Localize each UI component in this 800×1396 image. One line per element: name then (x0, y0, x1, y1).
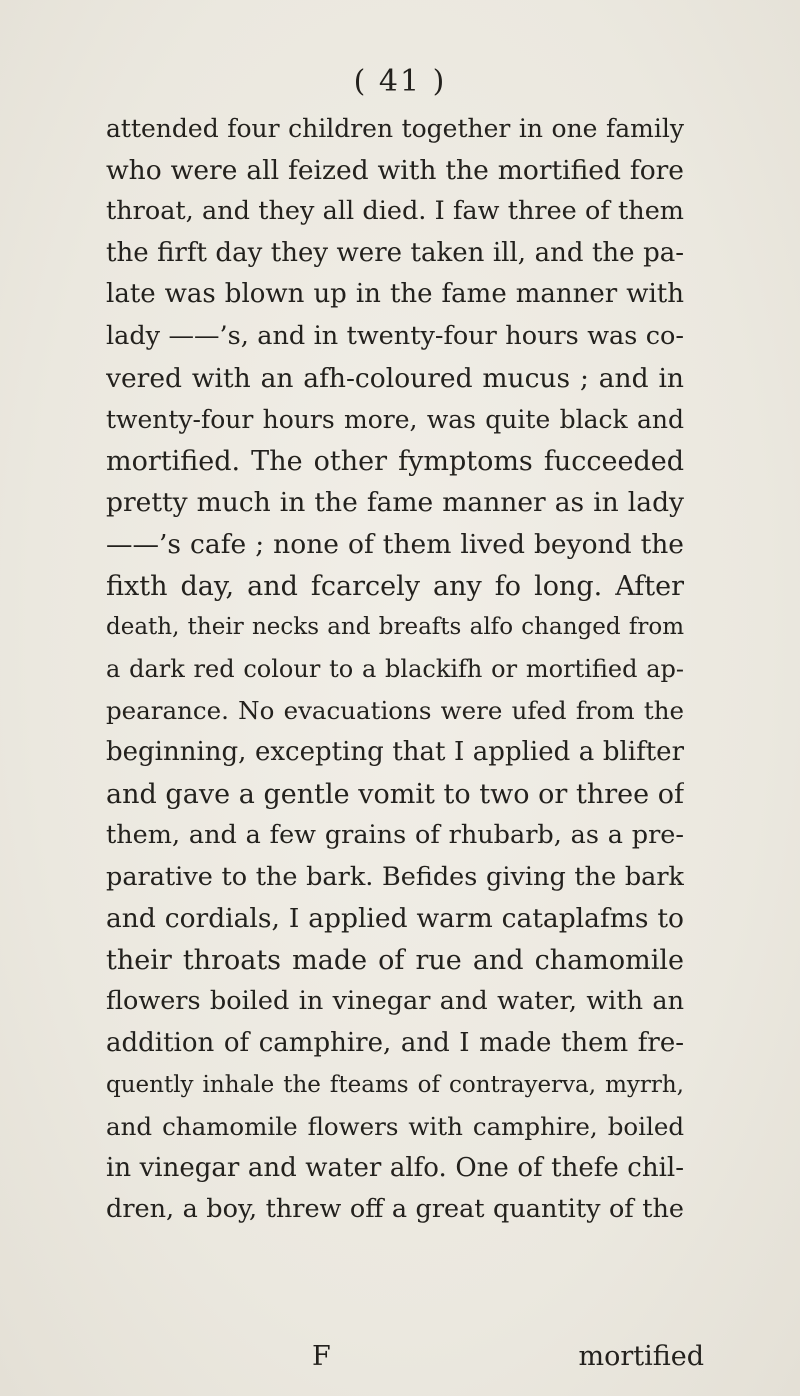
text-line: vered with an afh-coloured mucus ; and in (106, 362, 684, 394)
page-footer (0, 1336, 800, 1378)
text-line: them, and a few grains of rhubarb, as a pre- (106, 820, 684, 851)
text-line: a dark red colour to a blackifh or mortified ap- (106, 654, 684, 683)
text-line: pearance. No evacuations were ufed from the (106, 696, 684, 726)
text-line: beginning, excepting that I applied a blifter (106, 736, 684, 767)
text-line: who were all feized with the mortified fore (106, 154, 684, 186)
text-line: late was blown up in the fame manner with (106, 279, 684, 310)
text-line: attended four children together in one family (106, 114, 684, 143)
text-line: death, their necks and breafts alfo changed from (106, 614, 684, 641)
text-line: and chamomile flowers with camphire, boiled (106, 1112, 684, 1142)
catchword: mortified (578, 1341, 704, 1372)
text-line: and gave a gentle vomit to two or three of (106, 778, 684, 810)
text-line: parative to the bark. Befides giving the bark (106, 861, 684, 892)
text-line: mortified. The other fymptoms fucceeded (106, 445, 684, 477)
text-line: their throats made of rue and chamomile (106, 944, 684, 976)
text-line: throat, and they all died. I faw three of them (106, 196, 684, 227)
page-number: ( 41 ) (353, 64, 447, 99)
body-text (106, 108, 684, 1231)
text-line: quently inhale the fteams of contrayerva, myrrh, (106, 1071, 684, 1098)
text-line: fixth day, and fcarcely any fo long. After (106, 570, 684, 602)
text-line: and cordials, I applied warm cataplafms to (106, 903, 684, 935)
text-line: lady ——’s, and in twenty-four hours was co- (106, 320, 684, 351)
text-line: dren, a boy, threw off a great quantity of the (106, 1194, 684, 1225)
text-line: twenty-four hours more, was quite black and (106, 405, 684, 435)
text-line: in vinegar and water alfo. One of thefe chil- (106, 1152, 684, 1183)
text-line: the firft day they were taken ill, and the pa- (106, 237, 684, 268)
text-line: ——’s cafe ; none of them lived beyond the (106, 528, 684, 560)
text-line: flowers boiled in vinegar and water, with an (106, 986, 684, 1017)
text-line: pretty much in the fame manner as in lady (106, 487, 684, 519)
text-line: addition of camphire, and I made them fre- (106, 1028, 684, 1059)
signature-mark: F (312, 1341, 331, 1372)
